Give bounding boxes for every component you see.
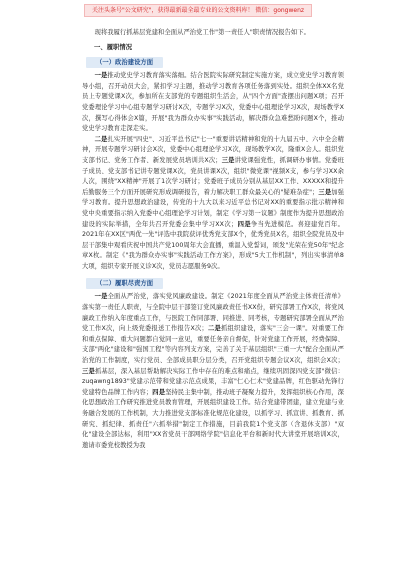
report-body xyxy=(82,28,344,451)
ordinal-marker: 二是 xyxy=(94,135,108,143)
ordinal-marker: 三是 xyxy=(318,188,332,196)
paragraph-text: 全面从严治党，落实党风廉政建设。制定《2021年度全面从严治党主体责任清单》落实第一责任人职责，与全院中层干部签订党风廉政责任书XX份，研究部署工作X次，将党风廉政工作纳入年度重点工作，与医院工作同部署、同推进、同考核，专题研究部署全面从严治党工作X次，向上级党委报送工作报告X次； xyxy=(82,293,344,333)
paragraph-text: 抓基层，深入基层帮助解决实际工作中存在的难点和痛点，继续巩固深四党支部"微信：zuqawng1893"党建示范带和党建示范点成果，丰富"仁心仁术"党建品牌，红色驱动先锋行党建特色品牌工作内容； xyxy=(82,367,344,396)
paragraph-text: 争当先进模范。喜迎建党百年。2021年在XX区"两优一先"评选中我院获评优秀党支部X个，优秀党员X名，组织全院党员及中层干部集中观看庆祝中国共产党100周年大会直播，重温入党誓词，颂发"光荣在党50年"纪念章X枚。制定《"我为群众办实事"实践活动工作方案》，形成"5大工作机制"，列出实事清单8大项，组织专家开展义诊X次，党员志愿服务9次。 xyxy=(82,220,345,270)
section-heading-1: 一、履职情况 xyxy=(94,43,133,51)
paragraph-text: 推动党史学习教育落实落细。结合医院实际研究制定实施方案，成立党史学习教育领导小组，召开动员大会，紧扣学习主题，推动学习教育各项任务落到实处。组织全体XX名党员上专题党课X次，参加所在支部党的专题组织生活会，从"四个方面"查摆出问题X项；召开党委理论学习中心组专题学习研讨X次，专题学习X次，党委中心组理论学习X次，现场教学X次，撰写心得体会X篇，开展"我为群众办实事"实践活动，解决群众急难愁盼问题X个，推动党史学习教育走深走实。 xyxy=(82,72,344,133)
ordinal-marker: 一是 xyxy=(94,293,108,301)
subsection-heading-political: （一）政治建设方面 xyxy=(86,57,163,68)
paragraph-2 xyxy=(82,135,344,273)
paragraph-1 xyxy=(82,71,344,135)
intro-paragraph: 现将我履行抓基层党建和全面从严治党工作"第一责任人"职责情况报告如下。 xyxy=(94,29,310,36)
paragraph-text: 加强学习教育。提升思想政治建设，传党的十九大以来习近平总书记对XX的重要指示批示精神和党中央重要指示纳入党委中心组理论学习计划，制定《学习第一议题》制度作为提升思想政治建设的实际举措，全年共召开党委会集中学习XX次； xyxy=(82,188,344,228)
ordinal-marker: 四是 xyxy=(237,220,252,228)
promo-banner: 关注头条号"公文研究"，获得最新最全最专业的公文资料库！ 微信：gongwenz xyxy=(84,4,312,17)
paragraph-text: 坚持民主集中制，推动班子凝聚力提升，发挥组织核心作用，深化思想政治工作研究推进党员教育管理，开展组织建设工作。结合党建带团建，建立党建与业务融合发展的工作机制，大力推进党支部标准化规范化建设，以抓学习、抓宣讲、抓教育、抓研究、抓纪律、抓责任"六抓举措"制定工作措施，目前我院1个党支部（含退休支部）"双化"建设全部达标，利用"XX省党员干部网络学院"信息化平台和新时代大讲堂开展培训X次，邀请市委党校教授为我 xyxy=(82,388,344,449)
ordinal-marker: 二是 xyxy=(207,325,221,333)
paragraph-3 xyxy=(82,292,344,451)
ordinal-marker: 一是 xyxy=(94,72,108,80)
ordinal-marker: 三是 xyxy=(221,156,235,164)
paragraph-text: 抓组织建设，落实"三会一课"。对重要工作和重点保障、重大问题都自觉同一意见，重要任务亲自督促，针对党建工作开展，经费保障、支部"两化"建设和"强国工程"等内容列支方案，完善了关于基层组织"三重一大"配合全面从严治党的工作制度，实行党员、全部成员职分层分类，召开党组织专题会议X次，组织会X次； xyxy=(82,325,344,365)
ordinal-marker: 三是 xyxy=(82,367,95,375)
paragraph-text: 扎实开展"四史"、习近平总书记"七一"重要讲话精神和党的十九届五中、六中全会精神，开展专题学习研讨会X次，党委中心组理论学习X次，现场教学X次，隆重X会人。组织党支部书记、党务工作者、新发展党员培训共X次； xyxy=(82,135,344,164)
paragraph-text: 讲党课强党性，抓调研办事情。党委班子成员、党支部书记讲专题党课X次，党员讲课X次，组织"微党课"视频X支，参与学习XX余人次，围绕"XX精神"开展了1次学习研讨；党委班子成员分别从基层XX工作、XXXXX和提升后勤服务三个方面开展研究形成调研报告，着力解决职工群众最关心的"疑难杂症"； xyxy=(82,156,344,196)
ordinal-marker: 四是 xyxy=(152,388,166,396)
subsection-heading-duty: （二）履职尽责方面 xyxy=(86,278,163,289)
